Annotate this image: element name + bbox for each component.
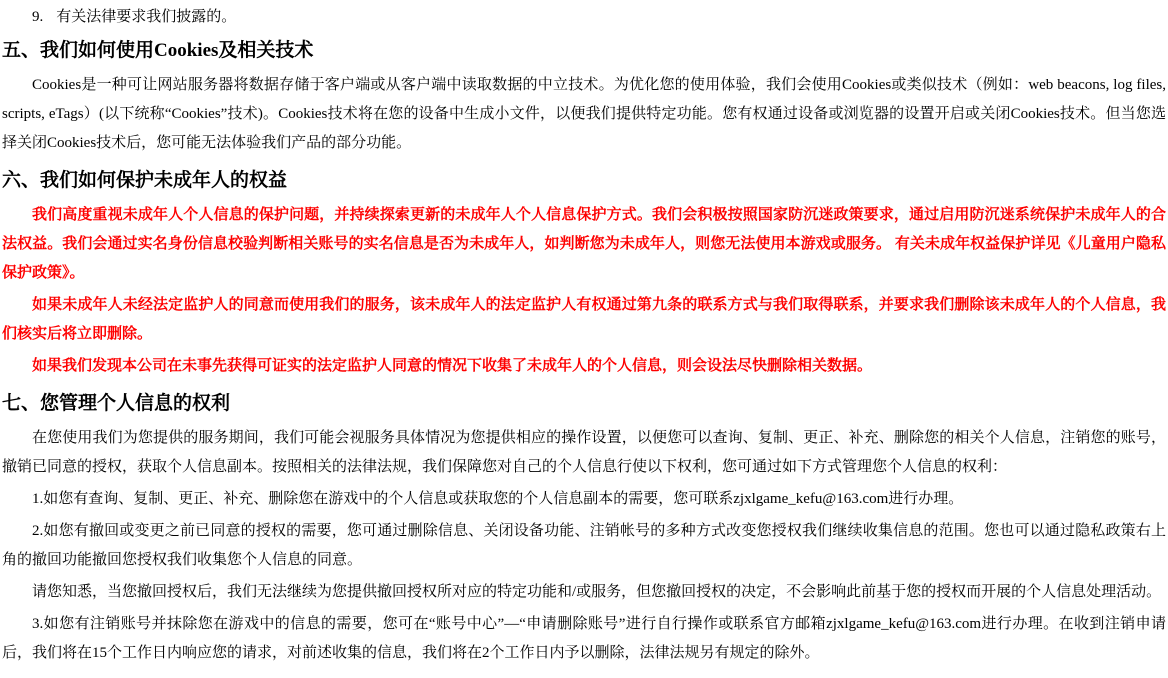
minors-paragraph-2: 如果未成年人未经法定监护人的同意而使用我们的服务，该未成年人的法定监护人有权通过第九条的联系方式与我们取得联系，并要求我们删除该未成年人的个人信息，我们核实后将立即删除。 bbox=[2, 297, 1166, 342]
withdraw-notice-paragraph: 请您知悉，当您撤回授权后，我们无法继续为您提供撤回授权所对应的特定功能和/或服务，但您撤回授权的决定，不会影响此前基于您的授权而开展的个人信息处理活动。 bbox=[32, 584, 1162, 600]
minors-paragraph-1: 我们高度重视未成年人个人信息的保护问题，并持续探索更新的未成年人个人信息保护方式。我们会积极按照国家防沉迷政策要求，通过启用防沉迷系统保护未成年人的合法权益。我们会通过实名身份信息校验判断相关账号的实名信息是否为未成年人，如判断您为未成年人，则您无法使用本游戏或服务。 有关未成年权益保护详见《儿童用户隐私保护政策》。 bbox=[2, 207, 1166, 281]
section-rights-heading: 七、您管理个人信息的权利 bbox=[2, 393, 231, 414]
rights-item-1: 1.如您有查询、复制、更正、补充、删除您在游戏中的个人信息或获取您的个人信息副本的需要，您可联系zjxlgame_kefu@163.com进行办理。 bbox=[32, 491, 964, 507]
list-item-9 bbox=[32, 6, 1166, 28]
cookies-paragraph: Cookies是一种可让网站服务器将数据存储于客户端或从客户端中读取数据的中立技术。为优化您的使用体验，我们会使用Cookies或类似技术（例如：web beacons, log files, scripts, eTags）(以下统称“Cookies”技术)。Cookies技术将在您的设备中生成小文件，以便我们提供特定功能。您有权通过设备或浏览器的设置开启或关闭Cookies技术。但当您选择关闭Cookies技术后，您可能无法体验我们产品的部分功能。 bbox=[2, 77, 1166, 151]
rights-item-3: 3.如您有注销账号并抹除您在游戏中的信息的需要，您可在“账号中心”—“申请删除账号”进行自行操作或联系官方邮箱zjxlgame_kefu@163.com进行办理。在收到注销申请后，我们将在15个工作日内响应您的请求，对前述收集的信息，我们将在2个工作日内予以删除，法律法规另有规定的除外。 bbox=[2, 616, 1166, 661]
minors-paragraph-3: 如果我们发现本公司在未事先获得可证实的法定监护人同意的情况下收集了未成年人的个人信息，则会设法尽快删除相关数据。 bbox=[32, 358, 873, 374]
rights-intro-paragraph: 在您使用我们为您提供的服务期间，我们可能会视服务具体情况为您提供相应的操作设置，以便您可以查询、复制、更正、补充、删除您的相关个人信息，注销您的账号，撤销已同意的授权，获取个人信息副本。按照相关的法律法规，我们保障您对自己的个人信息行使以下权利，您可通过如下方式管理您个人信息的权利： bbox=[2, 430, 1166, 475]
list-item-number: 9. bbox=[32, 9, 44, 25]
section-minors-heading: 六、我们如何保护未成年人的权益 bbox=[2, 170, 288, 191]
section-cookies-heading: 五、我们如何使用Cookies及相关技术 bbox=[2, 40, 314, 61]
rights-item-2: 2.如您有撤回或变更之前已同意的授权的需要，您可通过删除信息、关闭设备功能、注销帐号的多种方式改变您授权我们继续收集信息的范围。您也可以通过隐私政策右上角的撤回功能撤回您授权我们收集您个人信息的同意。 bbox=[2, 523, 1166, 568]
list-item-text: 有关法律要求我们披露的。 bbox=[56, 9, 237, 25]
